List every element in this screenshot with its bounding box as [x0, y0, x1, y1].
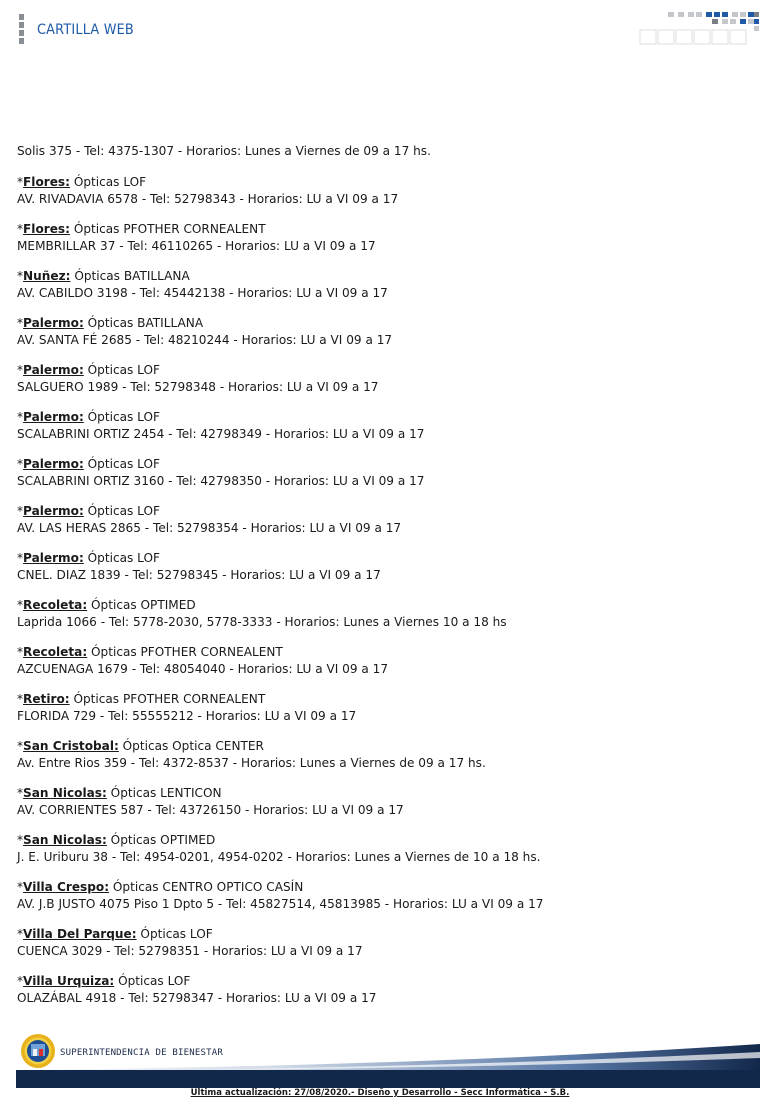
optics-entry	[17, 550, 747, 583]
entry-zone: Palermo:	[23, 457, 84, 471]
entry-zone: Villa Urquiza:	[23, 974, 115, 988]
entry-heading	[17, 738, 747, 755]
entry-detail: CUENCA 3029 - Tel: 52798351 - Horarios: LU a VI 09 a 17	[17, 943, 363, 958]
entry-zone: Palermo:	[23, 363, 84, 377]
entry-heading	[17, 550, 747, 567]
superintendencia-seal-icon	[20, 1033, 56, 1069]
entry-zone: Flores:	[23, 222, 70, 236]
entry-detail: J. E. Uriburu 38 - Tel: 4954-0201, 4954-0202 - Horarios: Lunes a Viernes de 10 a 18 hs.	[17, 849, 541, 864]
entry-zone: Palermo:	[23, 316, 84, 330]
bullet-star: *	[17, 222, 24, 236]
bullet-star: *	[17, 974, 24, 988]
entry-optics-name: Ópticas OPTIMED	[106, 833, 216, 847]
entry-heading	[17, 832, 747, 849]
entry-optics-name: Ópticas CENTRO OPTICO CASÍN	[109, 880, 304, 894]
bullet-star: *	[17, 269, 24, 283]
footer-organization: SUPERINTENDENCIA DE BIENESTAR	[60, 1048, 223, 1058]
entry-heading	[17, 268, 747, 285]
page-title: CARTILLA WEB	[37, 22, 134, 38]
entry-heading	[17, 503, 747, 520]
bullet-star: *	[17, 410, 24, 424]
page-header	[0, 0, 760, 60]
entry-optics-name: Ópticas Optica CENTER	[118, 739, 264, 753]
entry-optics-name: Ópticas LOF	[83, 457, 160, 471]
entry-optics-name: Ópticas LOF	[83, 504, 160, 518]
optics-entry	[17, 268, 747, 301]
entry-detail: Laprida 1066 - Tel: 5778-2030, 5778-3333 - Horarios: Lunes a Viernes 10 a 18 hs	[17, 614, 507, 629]
entry-optics-name: Ópticas BATILLANA	[83, 316, 204, 330]
entry-zone: Palermo:	[23, 504, 84, 518]
entry-heading	[17, 315, 747, 332]
entry-detail: AV. SANTA FÉ 2685 - Tel: 48210244 - Horarios: LU a VI 09 a 17	[17, 332, 393, 347]
entry-heading	[17, 409, 747, 426]
entry-heading	[17, 785, 747, 802]
entry-detail: OLAZÁBAL 4918 - Tel: 52798347 - Horarios: LU a VI 09 a 17	[17, 990, 377, 1005]
bullet-star: *	[17, 504, 24, 518]
entry-zone: San Cristobal:	[23, 739, 119, 753]
entry-zone: San Nicolas:	[23, 833, 107, 847]
entries-list	[17, 174, 747, 1006]
optics-entry	[17, 456, 747, 489]
entry-detail: SALGUERO 1989 - Tel: 52798348 - Horarios: LU a VI 09 a 17	[17, 379, 379, 394]
optics-entry	[17, 409, 747, 442]
entry-optics-name: Ópticas LOF	[136, 927, 213, 941]
bullet-star: *	[17, 551, 24, 565]
optics-entry	[17, 644, 747, 677]
entry-optics-name: Ópticas OPTIMED	[87, 598, 196, 612]
bullet-star: *	[17, 363, 24, 377]
optics-entry	[17, 879, 747, 912]
entry-detail: AV. CORRIENTES 587 - Tel: 43726150 - Horarios: LU a VI 09 a 17	[17, 802, 404, 817]
entry-detail: SCALABRINI ORTIZ 3160 - Tel: 42798350 - Horarios: LU a VI 09 a 17	[17, 473, 425, 488]
entry-zone: Recoleta:	[23, 598, 88, 612]
optics-entry	[17, 691, 747, 724]
optics-listing	[17, 143, 747, 1006]
entry-detail: AV. CABILDO 3198 - Tel: 45442138 - Horarios: LU a VI 09 a 17	[17, 285, 388, 300]
bullet-star: *	[17, 598, 24, 612]
entry-optics-name: Ópticas PFOTHER CORNEALENT	[87, 645, 283, 659]
bullet-star: *	[17, 692, 24, 706]
header-bars-icon	[19, 14, 24, 46]
entry-detail: AV. RIVADAVIA 6578 - Tel: 52798343 - Horarios: LU a VI 09 a 17	[17, 191, 399, 206]
bullet-star: *	[17, 645, 24, 659]
bullet-star: *	[17, 927, 24, 941]
bullet-star: *	[17, 316, 24, 330]
optics-entry	[17, 221, 747, 254]
entry-detail: FLORIDA 729 - Tel: 55555212 - Horarios: LU a VI 09 a 17	[17, 708, 357, 723]
entry-heading	[17, 973, 747, 990]
optics-entry	[17, 973, 747, 1006]
entry-zone: Recoleta:	[23, 645, 88, 659]
entry-optics-name: Ópticas LOF	[83, 551, 160, 565]
bullet-star: *	[17, 739, 24, 753]
footer-last-update: Última actualización: 27/08/2020.- Diseño y Desarrollo - Secc Informática - S.B.	[190, 1088, 570, 1098]
entry-detail: Av. Entre Rios 359 - Tel: 4372-8537 - Horarios: Lunes a Viernes de 09 a 17 hs.	[17, 755, 486, 770]
entry-heading	[17, 597, 747, 614]
entry-zone: Villa Crespo:	[23, 880, 110, 894]
footer-wave-band	[0, 1030, 760, 1090]
entry-zone: Retiro:	[23, 692, 70, 706]
entry-zone: Villa Del Parque:	[23, 927, 137, 941]
entry-optics-name: Ópticas LOF	[83, 363, 160, 377]
entry-detail: AZCUENAGA 1679 - Tel: 48054040 - Horarios: LU a VI 09 a 17	[17, 661, 389, 676]
entry-optics-name: Ópticas BATILLANA	[70, 269, 190, 283]
optics-entry	[17, 597, 747, 630]
optics-entry	[17, 174, 747, 207]
optics-entry	[17, 832, 747, 865]
entry-heading	[17, 174, 747, 191]
entry-heading	[17, 691, 747, 708]
entry-detail: MEMBRILLAR 37 - Tel: 46110265 - Horarios: LU a VI 09 a 17	[17, 238, 376, 253]
entry-detail: AV. LAS HERAS 2865 - Tel: 52798354 - Horarios: LU a VI 09 a 17	[17, 520, 402, 535]
optics-entry	[17, 362, 747, 395]
optics-entry	[17, 503, 747, 536]
entry-optics-name: Ópticas LENTICON	[106, 786, 222, 800]
entry-detail: AV. J.B JUSTO 4075 Piso 1 Dpto 5 - Tel: 45827514, 45813985 - Horarios: LU a VI 09 a 17	[17, 896, 544, 911]
entry-heading	[17, 644, 747, 661]
entry-zone: Palermo:	[23, 551, 84, 565]
entry-heading	[17, 221, 747, 238]
entry-heading	[17, 362, 747, 379]
entry-zone: San Nicolas:	[23, 786, 107, 800]
bullet-star: *	[17, 457, 24, 471]
entry-heading	[17, 926, 747, 943]
entry-optics-name: Ópticas LOF	[114, 974, 191, 988]
listing-first-line: Solis 375 - Tel: 4375-1307 - Horarios: Lunes a Viernes de 09 a 17 hs.	[17, 144, 431, 158]
bullet-star: *	[17, 175, 24, 189]
optics-entry	[17, 926, 747, 959]
optics-entry	[17, 315, 747, 348]
entry-optics-name: Ópticas PFOTHER CORNEALENT	[69, 692, 266, 706]
optics-entry	[17, 785, 747, 818]
entry-detail: SCALABRINI ORTIZ 2454 - Tel: 42798349 - Horarios: LU a VI 09 a 17	[17, 426, 425, 441]
header-squares-pattern-icon	[636, 10, 760, 48]
bullet-star: *	[17, 786, 24, 800]
entry-optics-name: Ópticas LOF	[83, 410, 160, 424]
bullet-star: *	[17, 833, 24, 847]
entry-zone: Palermo:	[23, 410, 84, 424]
entry-heading	[17, 456, 747, 473]
entry-detail: CNEL. DIAZ 1839 - Tel: 52798345 - Horarios: LU a VI 09 a 17	[17, 567, 381, 582]
optics-entry	[17, 738, 747, 771]
entry-heading	[17, 879, 747, 896]
entry-zone: Flores:	[23, 175, 70, 189]
bullet-star: *	[17, 880, 24, 894]
entry-optics-name: Ópticas LOF	[69, 175, 147, 189]
entry-zone: Nuñez:	[23, 269, 71, 283]
entry-optics-name: Ópticas PFOTHER CORNEALENT	[69, 222, 266, 236]
